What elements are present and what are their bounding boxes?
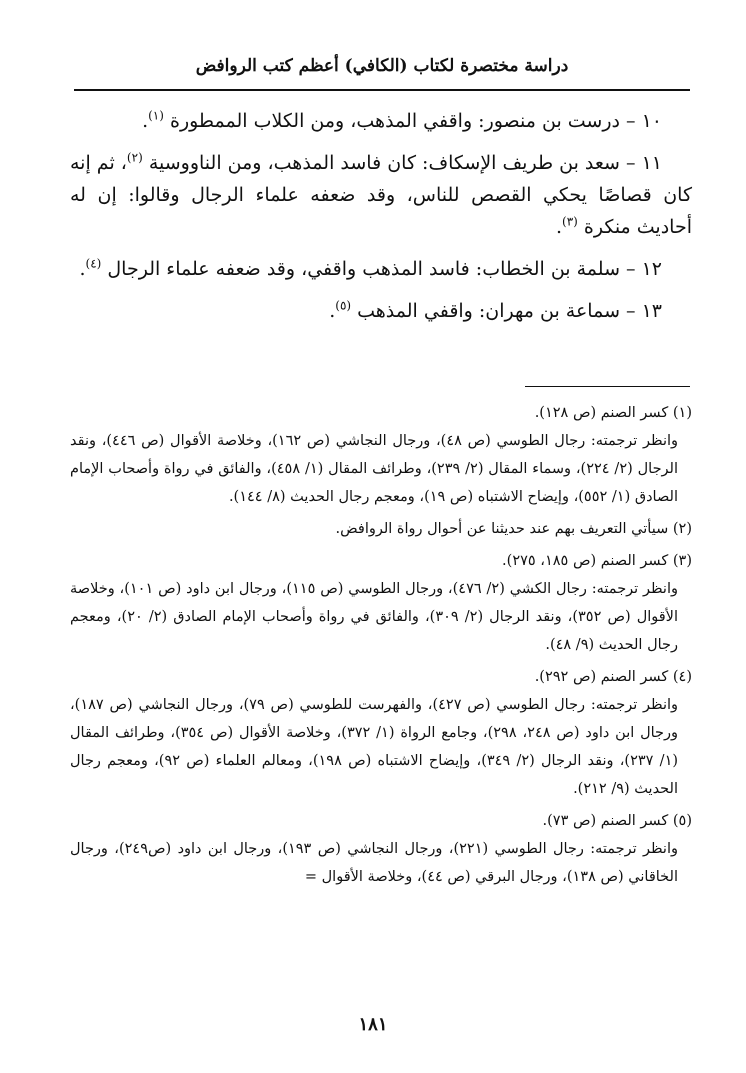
paragraph-13: ١٣ – سماعة بن مهران: واقفي المذهب $^{(٥)}$. <box>329 298 662 322</box>
footnote-body: وانظر ترجمته: رجال الكشي (٢/ ٤٧٦)، ورجال الطوسي (ص ١١٥)، ورجال ابن داود (ص ١٠١)، وخلاصة الأقوال (ص ٣٥٢)، ونقد الرجال (٢/ ٣٠٩)، والفائق في رواة وأصحاب الإمام الصادق (٢/ ٢٠)، ومعجم رجال الحديث (٩/ ٤٨). <box>70 581 678 653</box>
footnote-ref-5[interactable]: (٥) <box>335 298 352 313</box>
footnote-body: وانظر ترجمته: رجال الطوسي (ص ٤٢٧)، والفهرست للطوسي (ص ٧٩)، ورجال النجاشي (ص ١٨٧)، ورجال ابن داود (ص ٢٤٨، ٢٩٨)، وجامع الرواة (١/ ٣٧٢)، وخلاصة الأقوال (ص ٣٥٤)، وطرائف المقال (١/ ٢٣٧)، ونقد الرجال (٢/ ٣٤٩)، وإيضاح الاشتباه (ص ١٩٨)، ومعالم العلماء (ص ٩٢)، ومعجم رجال الحديث (٩/ ٢١٢). <box>70 697 679 797</box>
header-divider <box>74 89 690 91</box>
footnotes <box>70 399 692 895</box>
footnote-ref-4[interactable]: (٤) <box>85 256 102 271</box>
footnote-head: (٤) كسر الصنم (ص ٢٩٢). <box>534 669 692 685</box>
paragraph-12: ١٢ – سلمة بن الخطاب: فاسد المذهب واقفي، وقد ضعفه علماء الرجال $^{(٤)}$. <box>79 256 662 280</box>
paragraph-10: ١٠ – درست بن منصور: واقفي المذهب، ومن الكلاب الممطورة $^{(١)}$. <box>142 108 662 132</box>
footnote-body: وانظر ترجمته: رجال الطوسي (ص ٤٨)، ورجال النجاشي (ص ١٦٢)، وخلاصة الأقوال (ص ٤٤٦)، ونقد الرجال (٢/ ٢٢٤)، وسماء المقال (٢/ ٢٣٩)، وطرائف المقال (١/ ٤٥٨)، والفائق في رواة وأصحاب الإمام الصادق (١/ ٥٥٢)، وإيضاح الاشتباه (ص ١٩)، ومعجم رجال الحديث (٨/ ١٤٤). <box>70 433 679 505</box>
footnote-ref-1[interactable]: (١) <box>148 108 164 123</box>
paragraph-11: ١١ – سعد بن طريف الإسكاف: كان فاسد المذهب، ومن الناووسية $^{(٢)}$، ثم إنه كان قصاصًا يحكي القصص للناس، وقد ضعفه علماء الرجال وقالوا: إن له أحاديث منكرة $^{(٣)}$. <box>70 150 692 238</box>
page-number: ١٨١ <box>358 1014 388 1035</box>
footnote-head: (٥) كسر الصنم (ص ٧٣). <box>542 813 692 829</box>
footnote-ref-2[interactable]: (٢) <box>126 150 143 165</box>
footnote-divider <box>525 386 690 387</box>
footnote-head: (٢) سيأتي التعريف بهم عند حديثنا عن أحوال رواة الروافض. <box>335 521 692 537</box>
footnote-head: (٣) كسر الصنم (ص ١٨٥، ٢٧٥). <box>502 553 692 569</box>
footnote-head: (١) كسر الصنم (ص ١٢٨). <box>534 405 692 421</box>
footnote-body: وانظر ترجمته: رجال الطوسي (٢٢١)، ورجال النجاشي (ص ١٩٣)، ورجال ابن داود (ص٢٤٩)، ورجال الخاقاني (ص ١٣٨)، ورجال البرقي (ص ٤٤)، وخلاصة الأقوال = <box>70 841 678 885</box>
footnote-ref-3[interactable]: (٣) <box>562 214 578 229</box>
main-text <box>70 105 692 337</box>
footnote-4 <box>70 663 692 803</box>
footnote-1 <box>70 399 692 511</box>
footnote-2 <box>70 515 692 543</box>
footnote-3 <box>70 547 692 659</box>
footnote-5 <box>70 807 692 891</box>
page-title: دراسة مختصرة لكتاب (الكافي) أعظم كتب الروافض <box>195 56 569 76</box>
